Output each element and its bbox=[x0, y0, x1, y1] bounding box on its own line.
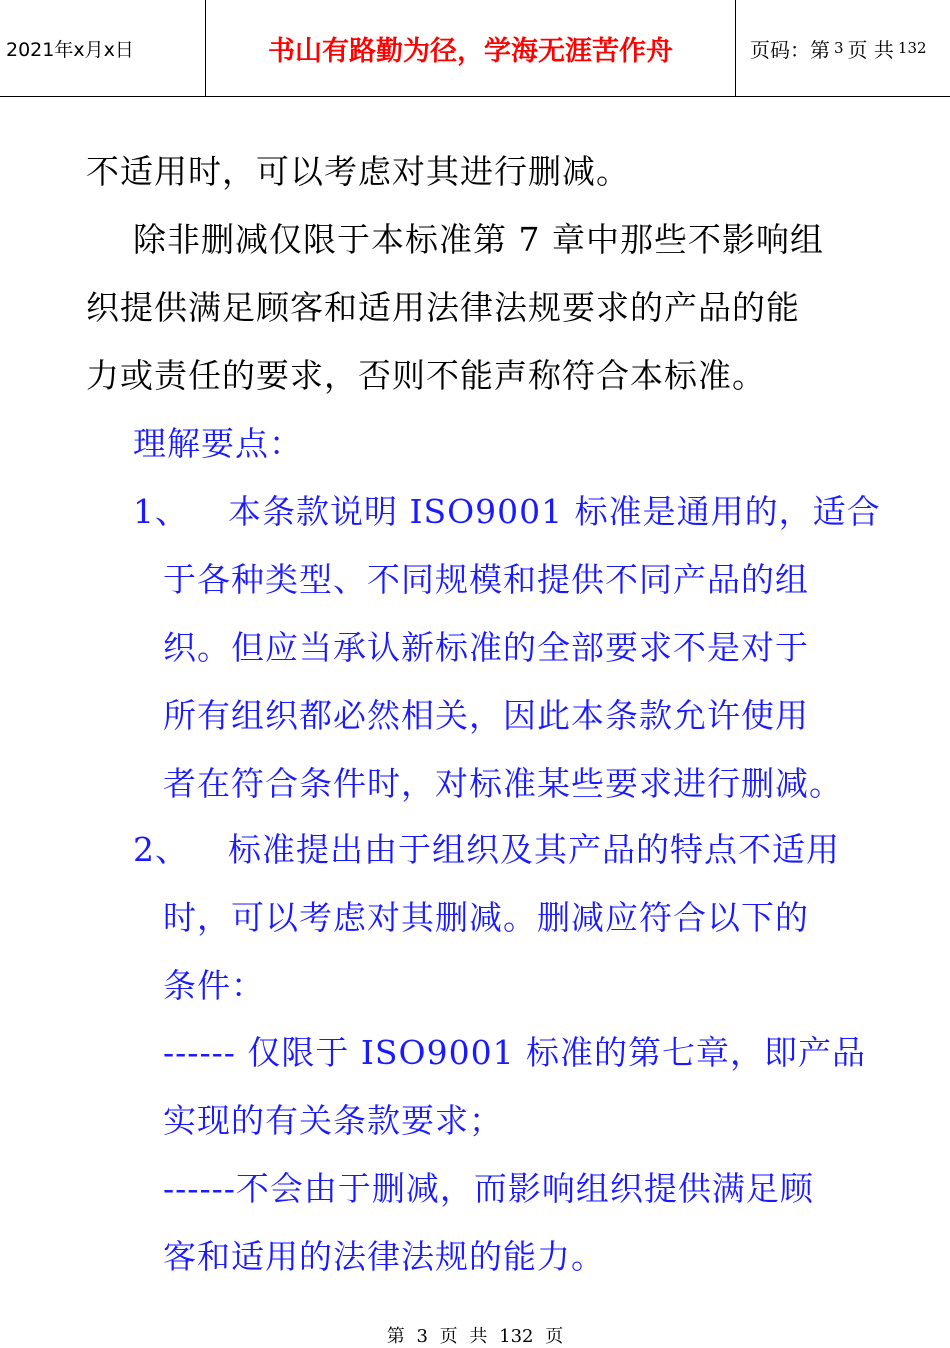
list-item-number: 1、 bbox=[133, 492, 189, 531]
list-item-line: 所有组织都必然相关，因此本条款允许使用 bbox=[163, 696, 809, 735]
list-item-line: 时，可以考虑对其删减。删减应符合以下的 bbox=[163, 898, 809, 937]
list-item-line: 者在符合条件时，对标准某些要求进行删减。 bbox=[163, 764, 843, 803]
list-item-line: 于各种类型、不同规模和提供不同产品的组 bbox=[163, 560, 809, 599]
condition-line: ------ 仅限于 ISO9001 标准的第七章，即产品 bbox=[163, 1033, 867, 1072]
list-item-line: 条件： bbox=[163, 966, 265, 1005]
condition-line: 客和适用的法律法规的能力。 bbox=[163, 1237, 605, 1276]
page-header bbox=[0, 0, 950, 97]
header-motto: 书山有路勤为径，学海无涯苦作舟 bbox=[206, 0, 736, 96]
paragraph-line: 不适用时，可以考虑对其进行删减。 bbox=[86, 152, 630, 191]
header-page-mid: 页 共 bbox=[847, 37, 894, 62]
condition-line: 实现的有关条款要求； bbox=[163, 1101, 503, 1140]
header-page-number: 3 bbox=[834, 39, 844, 57]
paragraph-line: 织提供满足顾客和适用法律法规要求的产品的能 bbox=[86, 288, 800, 327]
page-footer: 第 3 页 共 132 页 bbox=[386, 1326, 564, 1347]
list-item-number: 2、 bbox=[133, 830, 189, 869]
list-item-line: 织。但应当承认新标准的全部要求不是对于 bbox=[163, 628, 809, 667]
list-item-line: 本条款说明 ISO9001 标准是通用的，适合 bbox=[228, 492, 881, 531]
list-item-line: 标准提出由于组织及其产品的特点不适用 bbox=[228, 830, 840, 869]
paragraph-line: 力或责任的要求，否则不能声称符合本标准。 bbox=[86, 356, 766, 395]
condition-line: ------不会由于删减，而影响组织提供满足顾 bbox=[163, 1169, 814, 1208]
paragraph-line: 除非删减仅限于本标准第 7 章中那些不影响组 bbox=[133, 220, 824, 259]
section-heading: 理解要点： bbox=[133, 424, 303, 463]
header-page-total: 132 bbox=[897, 39, 927, 57]
header-date: 2021年x月x日 bbox=[0, 0, 206, 96]
header-page-prefix: 页码：第 bbox=[750, 37, 830, 62]
header-page-info bbox=[736, 0, 950, 96]
